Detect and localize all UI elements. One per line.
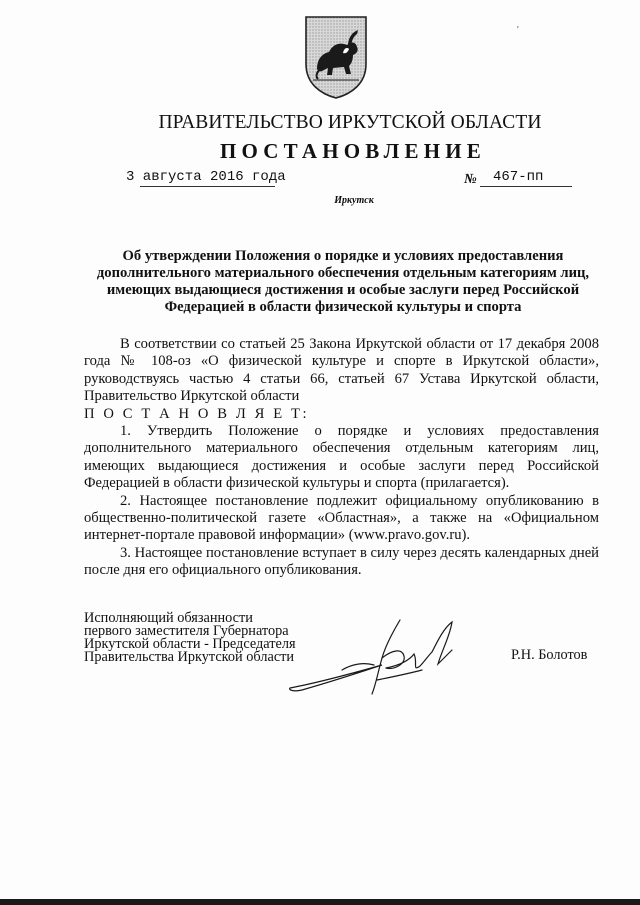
document-city: Иркутск: [334, 195, 374, 206]
scan-mark: ': [517, 25, 519, 36]
signer-position-line: Иркутской области - Председателя: [84, 636, 296, 652]
signer-position: [84, 612, 296, 664]
document-body: [84, 336, 599, 580]
number-sign: №: [464, 172, 477, 187]
signer-position-line: Исполняющий обязанности: [84, 610, 253, 626]
coat-of-arms-icon: [303, 14, 369, 100]
signer-name: Р.Н. Болотов: [511, 647, 588, 663]
item-paragraph-2: 2. Настоящее постановление подлежит официальному опубликованию в общественно-политической газете «Областная», а также на «Официальном интернет-портале правовой информации» (www.pravo.gov.ru).: [84, 492, 599, 544]
preamble-paragraph: В соответствии со статьей 25 Закона Иркутской области от 17 декабря 2008 года № 108-оз «О физической культуре и спорте в Иркутской области», руководствуясь частью 4 статьи 66, статьей 67 Устава Иркутской области, Правительство Иркутской области: [84, 336, 599, 405]
number-underline: [480, 186, 572, 187]
item-paragraph-3: 3. Настоящее постановление вступает в силу через десять календарных дней после дня его официального опубликования.: [84, 544, 599, 579]
decree-heading: П О С Т А Н О В Л Я Е Т:: [84, 405, 310, 422]
item-paragraph-1: 1. Утвердить Положение о порядке и условиях предоставления дополнительного материального обеспечения отдельным категориям лиц, имеющих выдающиеся достижения и особые заслуги перед Российской Федерацией в области физической культуры и спорта (прилагается).: [84, 423, 599, 492]
handwritten-signature: [282, 610, 472, 705]
signer-position-line: первого заместителя Губернатора: [84, 623, 289, 639]
document-type: ПОСТАНОВЛЕНИЕ: [219, 139, 487, 163]
scan-bottom-edge: [0, 899, 640, 905]
organization-name: ПРАВИТЕЛЬСТВО ИРКУТСКОЙ ОБЛАСТИ: [158, 112, 542, 133]
document-number: 467-пп: [493, 169, 544, 185]
document-date: 3 августа 2016 года: [126, 169, 286, 185]
date-underline: [140, 186, 275, 187]
document-title: Об утверждении Положения о порядке и условиях предоставления дополнительного материального обеспечения отдельным категориям лиц, имеющих выдающиеся достижения и особые заслуги перед Российской Федерацией в области физической культуры и спорта: [96, 248, 590, 315]
signer-position-line: Правительства Иркутской области: [84, 649, 295, 665]
